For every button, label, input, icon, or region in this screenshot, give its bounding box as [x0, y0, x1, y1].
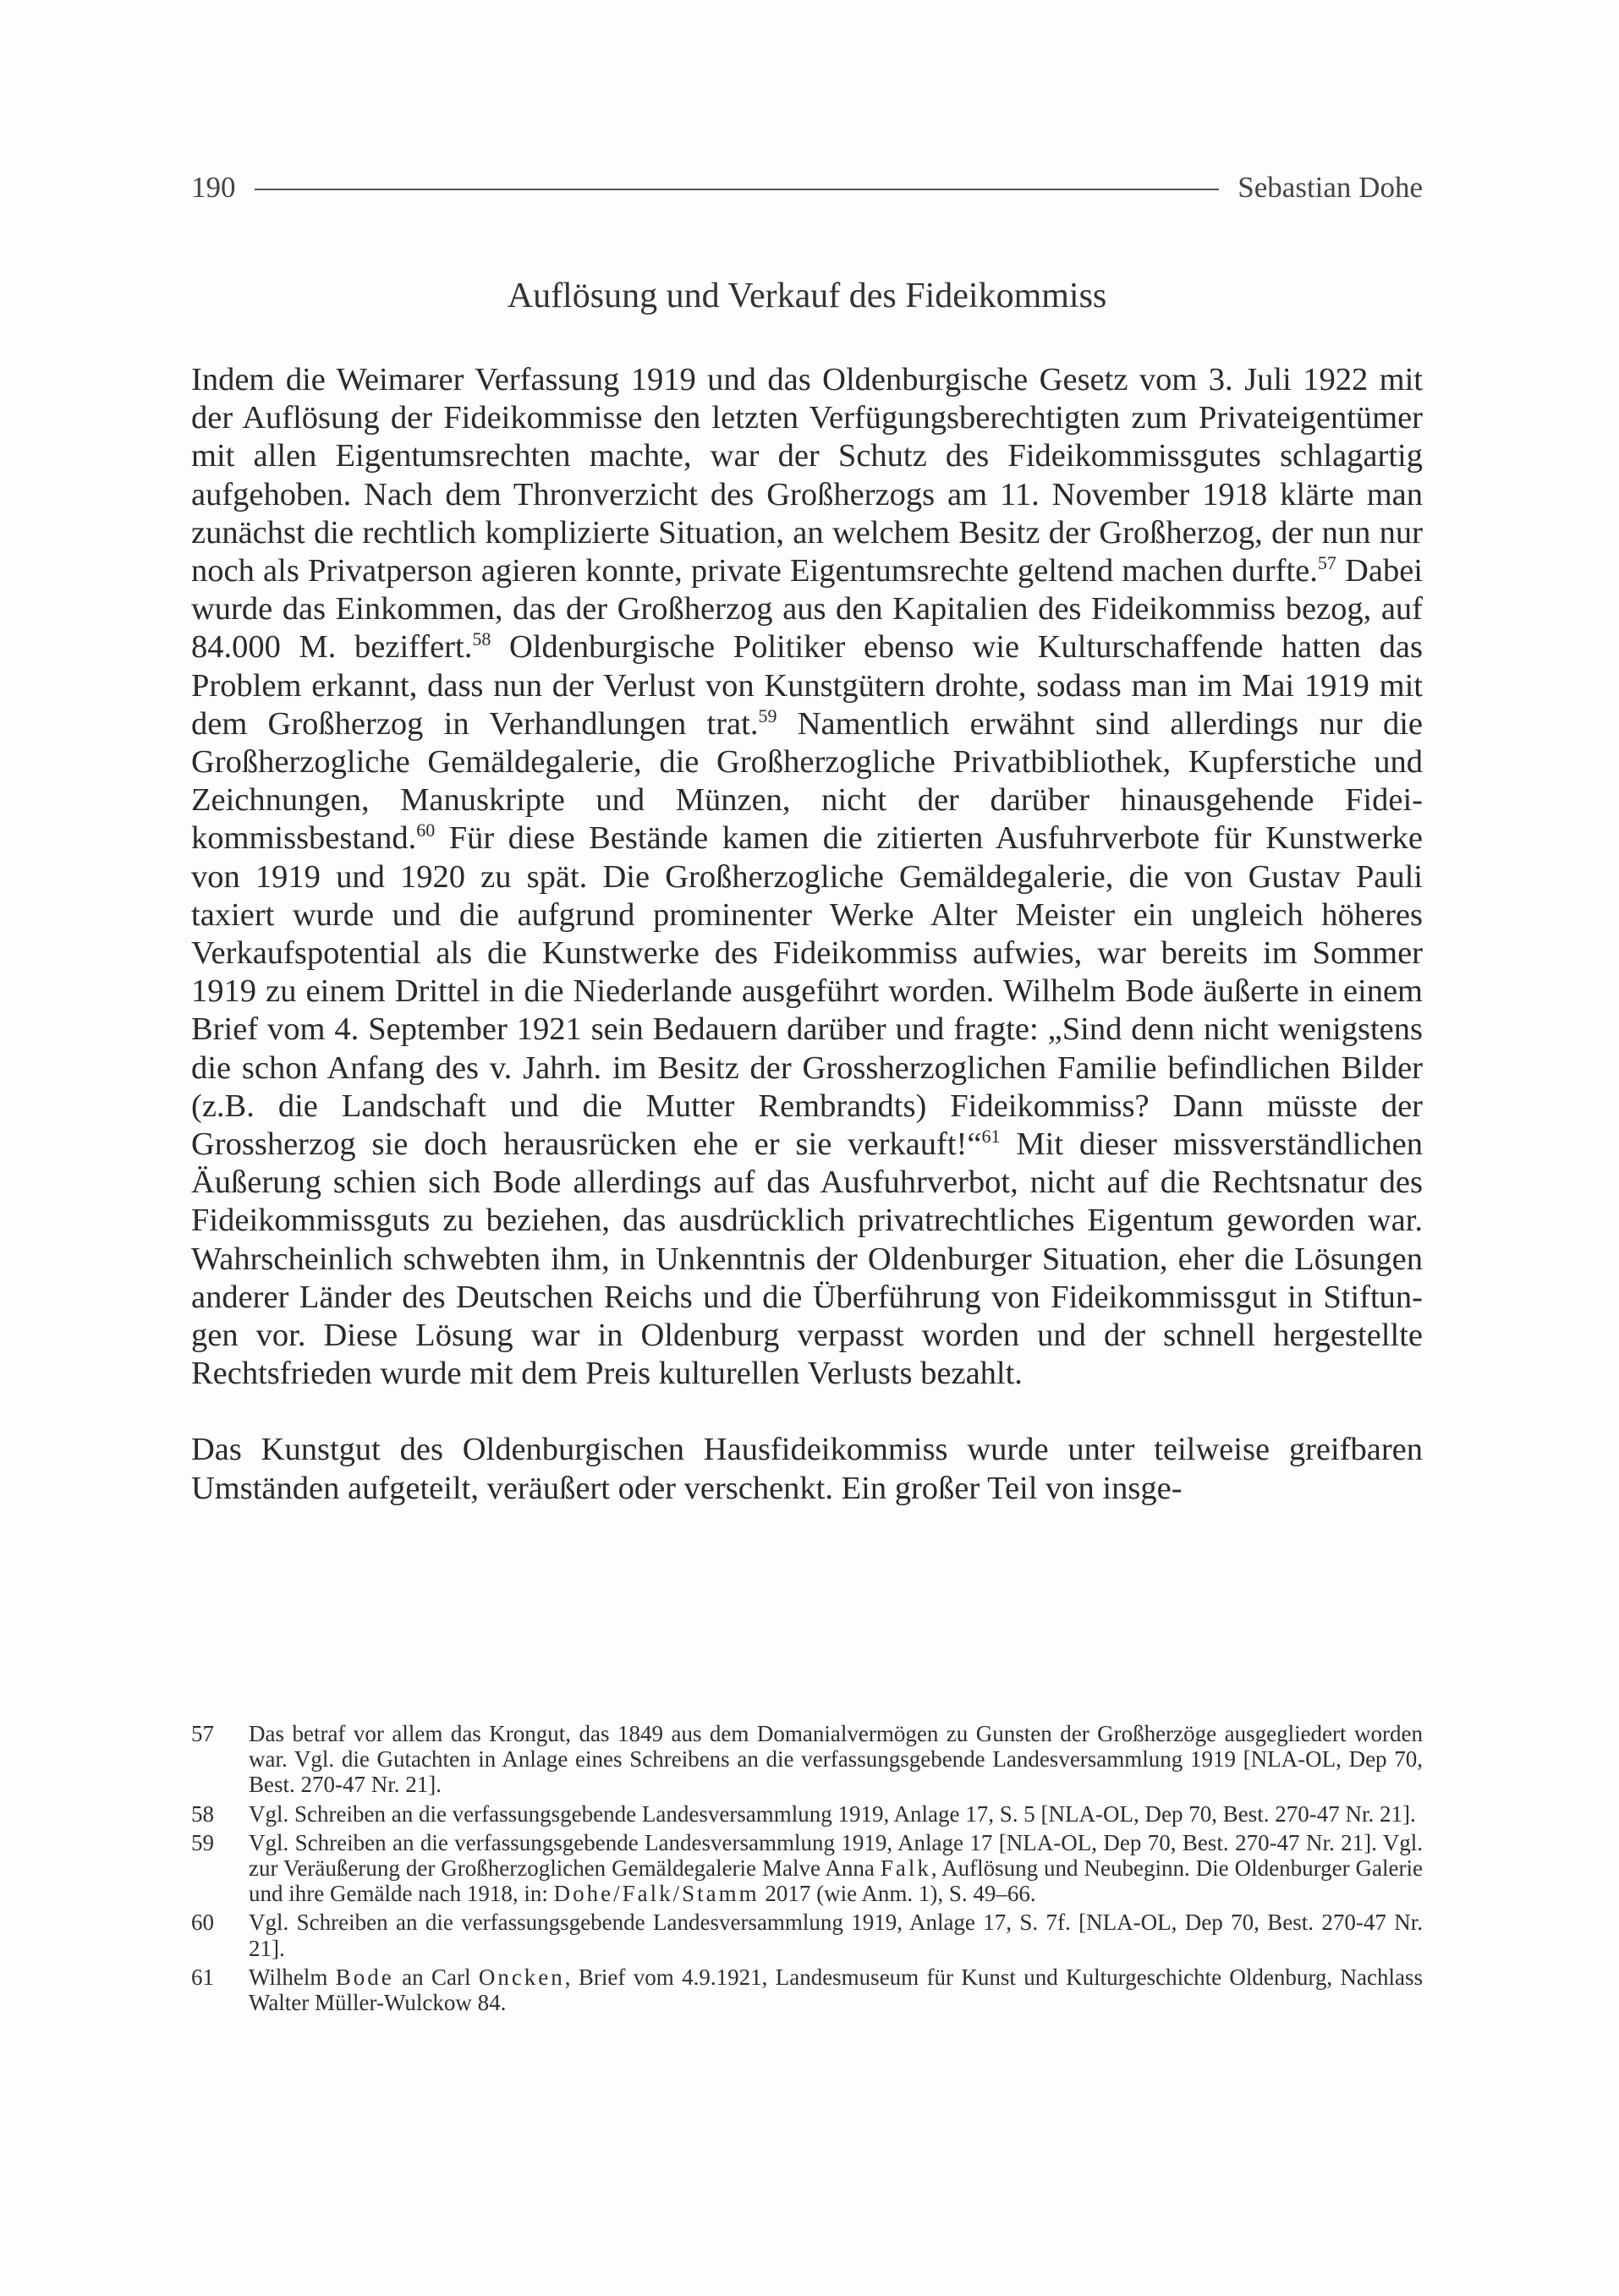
running-head — [191, 166, 1423, 210]
footnote-text-part: an Carl — [393, 1964, 479, 1990]
author-name: Oncken — [478, 1964, 565, 1990]
author-name: Bode — [335, 1964, 394, 1990]
section-title: Auflösung und Verkauf des Fideikommiss — [507, 277, 1107, 315]
text-segment: Dabei wurde das Einkommen, das der Großherzog aus den Kapitalien des Fideikommiss bezog, auf 84.000 M. beziffert. — [191, 553, 1423, 666]
footnote-text: Vgl. Schreiben an die verfassungsgebende Landesversammlung 1919, Anlage 17, S. 5 [NLA-OL, Dep 70, Best. 270-47 Nr. 21]. — [249, 1800, 1416, 1827]
footnote-text: Vgl. Schreiben an die verfassungsgebende Landesversammlung 1919, Anlage 17, S. 7f. [NLA-OL, Dep 70, Best. 270-47 Nr. 21]. — [249, 1910, 1423, 1961]
footnote-58 — [191, 1801, 1423, 1827]
footnote-number: 59 — [191, 1829, 214, 1855]
footnote-number: 57 — [191, 1721, 214, 1746]
footnote-text — [249, 1964, 1423, 2015]
body-text — [191, 361, 1423, 1508]
paragraph-1 — [191, 361, 1423, 1393]
running-head-author: Sebastian Dohe — [1238, 171, 1423, 204]
footnote-text — [249, 1830, 1423, 1907]
footnote-text-part: Wilhelm — [249, 1964, 336, 1990]
footnote-ref-58[interactable]: 58 — [472, 628, 491, 650]
footnote-text-part: , Auflösung und Neubeginn. Die Oldenburger Galerie und ihre Gemälde nach 1918, in: — [249, 1855, 1423, 1907]
text-segment: Oldenburgische Politiker ebenso wie Kulturschaffende hatten das Problem erkannt, dass nun der Verlust von Kunstgütern drohte, sodass man im Mai 1919 mit dem Großherzog in Verhandlungen trat. — [191, 629, 1423, 742]
footnote-61 — [191, 1964, 1423, 2015]
footnote-57 — [191, 1721, 1423, 1798]
footnote-number: 58 — [191, 1800, 214, 1827]
text-segment: Namentlich erwähnt sind allerdings nur die Großherzogliche Gemäldegalerie, die Großherzogliche Privatbibliothek, Kupferstiche und Zeichnungen, Manuskripte und Münzen, nicht der darüber hinausgehende Fideikommissbestand. — [191, 705, 1423, 857]
footnote-number: 60 — [191, 1910, 214, 1936]
text-segment: Mit dieser missverständlichen Äußerung schien sich Bode allerdings auf das Ausfuhrverbot, nicht auf die Rechtsnatur des Fideikommissguts zu beziehen, das ausdrücklich privatrechtliches Eigentum geworden war. Wahrscheinlich schwebten ihm, in Unkenntnis der Oldenburger Situation, eher die Lösungen anderer Länder des Deutschen Reichs und die Überführung von Fideikommissgut in Stiftungen vor. Diese Lösung war in Oldenburg verpasst worden und der schnell hergestellte Rechtsfrieden wurde mit dem Preis kulturellen Verlusts bezahlt. — [191, 1126, 1424, 1392]
author-names: Dohe/Falk/Stamm — [553, 1881, 760, 1907]
text-segment: Für diese Bestände kamen die zitierten Ausfuhrverbote für Kunstwerke von 1919 und 1920 zu spät. Die Großherzogliche Gemäldegalerie, die von Gustav Pauli taxiert wurde und die aufgrund prominenter Werke Alter Meister ein ungleich höheres Verkaufspotential als die Kunstwerke des Fideikommiss aufwies, war bereits im Sommer 1919 zu einem Drittel in die Niederlande ausgeführt worden. Wilhelm Bode äußerte in einem Brief vom 4. September 1921 sein Bedauern darüber und fragte: „Sind denn nicht wenigstens die schon Anfang des v. Jahrh. im Besitz der Grossherzoglichen Familie befindlichen Bilder (z.B. die Landschaft und die Mutter Rembrandts) Fideikommiss? Dann müsste der Grossherzog sie doch herausrücken ehe er sie verkauft!“ — [191, 820, 1423, 1163]
footnote-ref-61[interactable]: 61 — [981, 1126, 1001, 1148]
footnote-ref-59[interactable]: 59 — [758, 704, 777, 726]
footnote-text-part: 2017 (wie Anm. 1), S. 49–66. — [759, 1881, 1036, 1907]
footnote-ref-60[interactable]: 60 — [416, 819, 436, 841]
footnote-ref-57[interactable]: 57 — [1317, 552, 1336, 574]
footnote-number: 61 — [191, 1964, 214, 1990]
text-segment: Indem die Weimarer Verfassung 1919 und das Oldenburgische Gesetz vom 3. Juli 1922 mit der Auflösung der Fideikommisse den letzten Verfügungsberechtigten zum Privateigentümer mit allen Eigentumsrechten machte, war der Schutz des Fideikommissgutes schlagartig aufgehoben. Nach dem Thronverzicht des Großherzogs am 11. November 1918 klärte man zunächst die rechtlich komplizierte Situation, an welchem Besitz der Großherzog, der nun nur noch als Privatperson agieren konnte, private Eigentumsrechte geltend machen durfte. — [191, 362, 1423, 589]
footnote-text-part: , Brief vom 4.9.1921, Landesmuseum für Kunst und Kulturgeschichte Oldenburg, Nachlass Walter Müller-Wulckow 84. — [249, 1964, 1423, 2016]
paragraph-2 — [191, 1431, 1423, 1507]
footnote-60 — [191, 1910, 1423, 1960]
footnote-59 — [191, 1830, 1423, 1907]
page-number: 190 — [191, 171, 236, 204]
header-rule — [255, 189, 1220, 190]
footnote-text-part: Vgl. Schreiben an die verfassungsgebende Landesversammlung 1919, Anlage 17 [NLA-OL, Dep 70, Best. 270-47 Nr. 21]. Vgl. zur Veräußerung der Großherzoglichen Gemäldegalerie Malve Anna — [249, 1829, 1423, 1882]
footnotes — [191, 1721, 1423, 2019]
footnote-text: Das betraf vor allem das Krongut, das 1849 aus dem Domanialvermögen zu Gunsten der Großherzöge ausgegliedert worden war. Vgl. die Gutachten in Anlage eines Schreibens an die verfassungsgebende Landesversammlung 1919 [NLA-OL, Dep 70, Best. 270-47 Nr. 21]. — [249, 1721, 1423, 1798]
author-name: Falk — [880, 1855, 931, 1882]
text-segment: Das Kunstgut des Oldenburgischen Hausfideikommiss wurde unter teilweise greifbaren Umständen aufgeteilt, veräußert oder verschenkt. Ein großer Teil von insge- — [191, 1432, 1423, 1506]
